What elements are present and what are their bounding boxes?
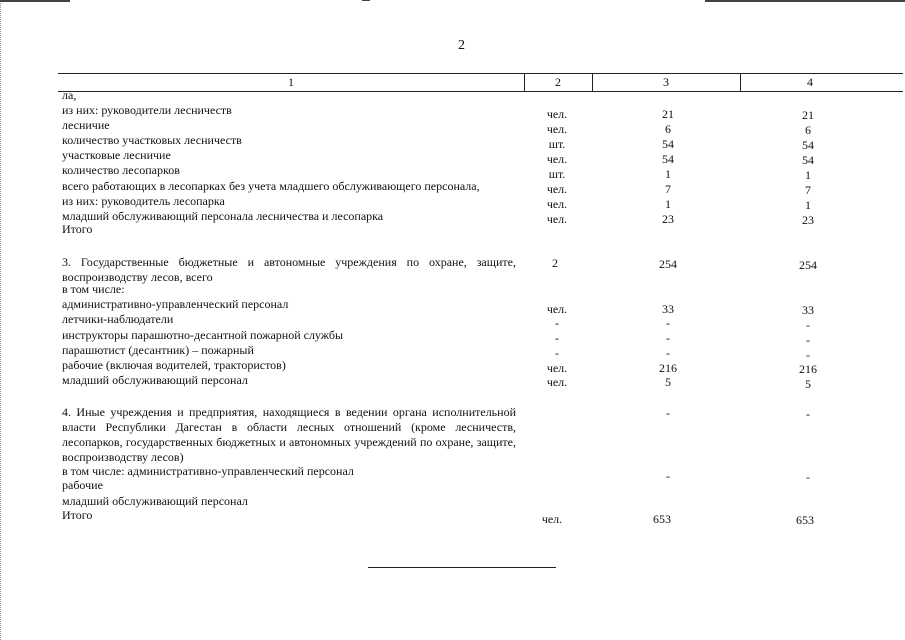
row-label: младший обслуживающий персонал	[62, 494, 248, 508]
row-value-col3: 54	[662, 152, 674, 166]
row-label: младший обслуживающий персонала лесничества и лесопарка	[62, 209, 384, 223]
total-value-col4: 653	[796, 513, 814, 527]
row-value-col3: 1	[665, 167, 671, 181]
page-number: 2	[458, 38, 465, 53]
row-unit: -	[555, 316, 559, 330]
row-label: из них: руководители лесничеств	[62, 103, 232, 117]
row-label: инструкторы парашютно-десантной пожарной службы	[62, 328, 344, 342]
row-label: количество участковых лесничеств	[62, 133, 242, 147]
row-unit: чел.	[546, 122, 568, 136]
row-value-col4: -	[806, 470, 810, 484]
total-label: Итого	[62, 222, 93, 236]
row-value-col4: 23	[802, 213, 814, 227]
total-label: Итого	[62, 508, 93, 522]
total-unit: чел.	[541, 512, 563, 526]
section-3-value-col4: 254	[799, 258, 817, 272]
total-value-col3: 653	[653, 512, 671, 526]
section-3-unit: 2	[552, 256, 558, 270]
row-label: административно-управленческий персонал	[62, 297, 289, 311]
row-label: рабочие (включая водителей, трактористов)	[62, 358, 286, 372]
section-4-title: 4. Иные учреждения и предприятия, находящиеся в ведении органа исполнительной власти Республики Дагестан в области лесных отношений (кроме лесничеств, лесопарков, государственных бюджетных и автономных учреждений по охране, защите, воспроизводству лесов)	[62, 405, 516, 464]
section-3-value-col3: 254	[659, 257, 677, 271]
row-value-col4: 216	[799, 362, 817, 376]
section-3-subtitle: в том числе:	[62, 282, 125, 296]
scan-mark-left	[0, 0, 70, 2]
row-unit: -	[555, 331, 559, 345]
row-label: ла,	[62, 88, 77, 102]
row-value-col4: 1	[805, 198, 811, 212]
row-label: из них: руководитель лесопарка	[62, 194, 225, 208]
section-4-value-col4: -	[806, 407, 810, 421]
row-value-col3: 6	[665, 122, 671, 136]
header-col-2: 2	[555, 75, 561, 89]
row-unit: чел.	[546, 182, 568, 196]
row-unit: чел.	[546, 212, 568, 226]
row-unit: -	[555, 346, 559, 360]
header-top-rule	[58, 73, 903, 74]
row-value-col3: 7	[665, 182, 671, 196]
row-unit: чел.	[546, 107, 568, 121]
row-label: в том числе: административно-управленческий персонал	[62, 464, 354, 478]
closing-rule	[368, 567, 556, 568]
row-label: количество лесопарков	[62, 163, 180, 177]
row-label: участковые лесничие	[62, 148, 171, 162]
scan-mark-center	[362, 0, 370, 1]
header-col-1: 1	[288, 75, 294, 89]
row-value-col4: 6	[805, 123, 811, 137]
row-unit: чел.	[546, 302, 568, 316]
row-label: лесничие	[62, 118, 110, 132]
row-value-col3: -	[666, 469, 670, 483]
section-4-value-col3: -	[666, 406, 670, 420]
row-value-col3: 33	[662, 302, 674, 316]
row-unit: шт.	[548, 167, 566, 181]
row-unit: шт.	[548, 137, 566, 151]
row-value-col3: -	[666, 346, 670, 360]
row-value-col4: 54	[802, 138, 814, 152]
row-value-col4: -	[806, 333, 810, 347]
row-value-col4: 7	[805, 183, 811, 197]
row-unit: чел.	[546, 361, 568, 375]
row-value-col3: 21	[662, 107, 674, 121]
row-label: летчики-наблюдатели	[62, 312, 174, 326]
row-value-col4: 21	[802, 108, 814, 122]
row-value-col4: 54	[802, 153, 814, 167]
row-value-col4: -	[806, 318, 810, 332]
row-label: парашютист (десантник) – пожарный	[62, 343, 254, 357]
row-value-col4: -	[806, 348, 810, 362]
row-value-col3: 216	[659, 361, 677, 375]
row-value-col3: 1	[665, 197, 671, 211]
row-unit: чел.	[546, 375, 568, 389]
row-value-col3: -	[666, 331, 670, 345]
row-value-col4: 5	[805, 377, 811, 391]
scan-mark-right	[705, 0, 905, 2]
row-unit: чел.	[546, 152, 568, 166]
row-value-col3: -	[666, 316, 670, 330]
row-value-col3: 23	[662, 212, 674, 226]
header-col-4: 4	[807, 75, 813, 89]
scan-edge	[0, 0, 2, 640]
row-unit: чел.	[546, 197, 568, 211]
section-3-title: 3. Государственные бюджетные и автономные учреждения по охране, защите, воспроизводству лесов, всего	[62, 255, 516, 284]
header-col-3: 3	[663, 75, 669, 89]
row-label: младший обслуживающий персонал	[62, 373, 248, 387]
row-label: всего работающих в лесопарках без учета младшего обслуживающего персонала,	[62, 179, 480, 193]
row-value-col3: 5	[665, 375, 671, 389]
row-value-col4: 33	[802, 303, 814, 317]
row-value-col3: 54	[662, 137, 674, 151]
row-value-col4: 1	[805, 168, 811, 182]
row-label: рабочие	[62, 478, 103, 492]
